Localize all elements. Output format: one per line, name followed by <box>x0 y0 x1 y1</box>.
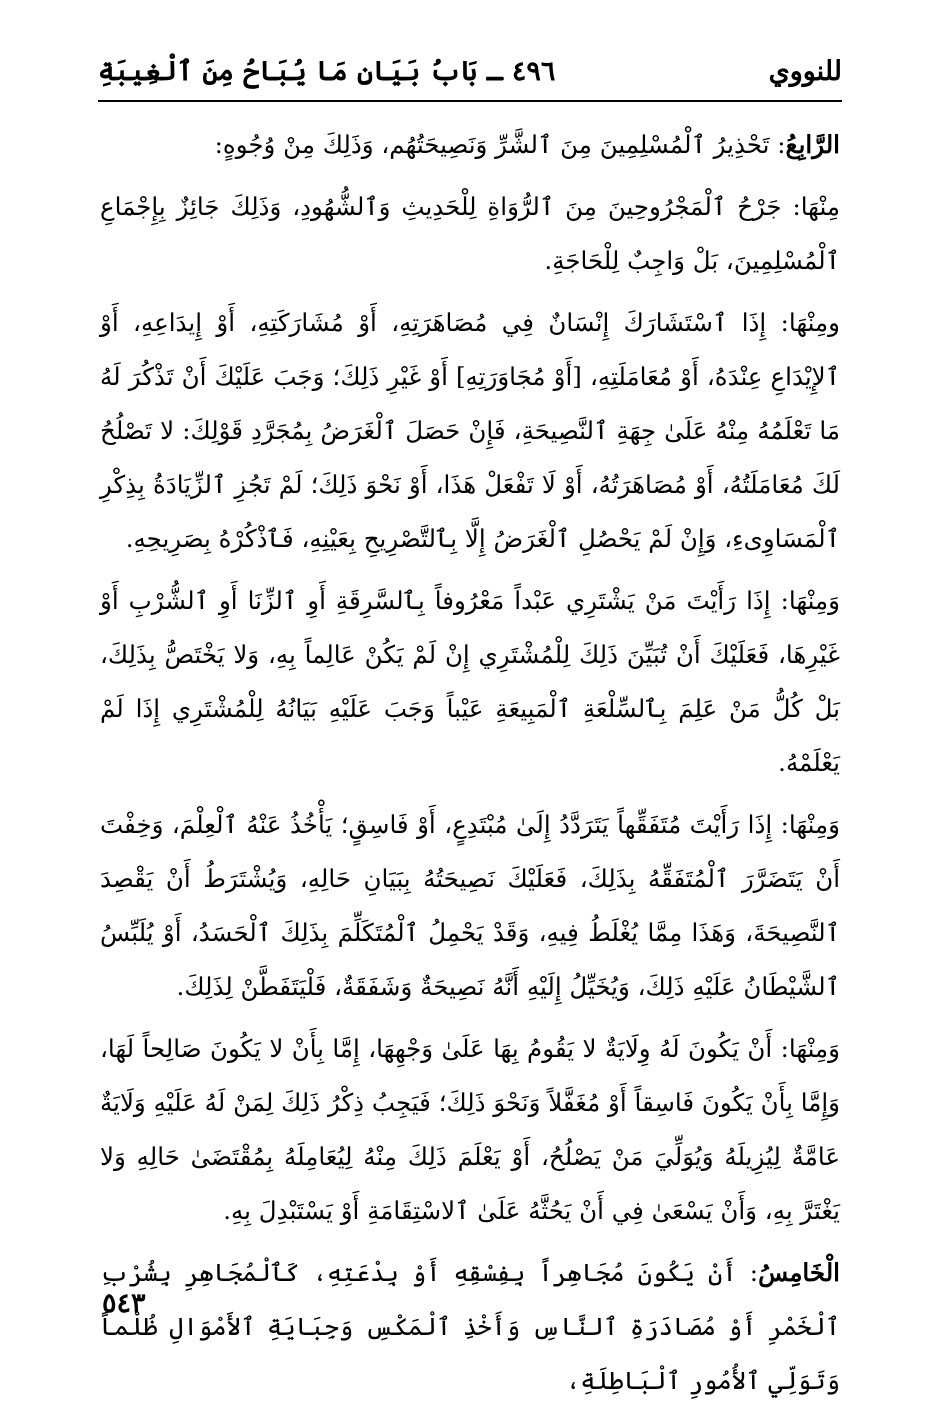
paragraph-lead: الْخَامِسُ <box>758 1258 840 1287</box>
paragraph-consultation <box>100 296 840 566</box>
header-chapter-title: ٤٩٦ ـ بَابُ بَيَانِ مَا يُبَاحُ مِنَ ٱلْغِيبَةِ <box>98 56 556 87</box>
running-header <box>98 50 842 98</box>
paragraph-fifth <box>100 1246 840 1408</box>
paragraph-lead: الرَّابِعُ <box>785 130 840 159</box>
paragraph-text: مِنْهَا: جَرْحُ ٱلْمَجْرُوحِينَ مِنَ ٱلرُّوَاةِ لِلْحَدِيثِ وَٱلشُّهُودِ، وَذَلِكَ جَائِزٌ بِإِجْمَاعِ ٱلْمُسْلِمِينَ، بَلْ وَاجِبٌ لِلْحَاجَةِ. <box>100 192 840 275</box>
paragraph-slave-purchase <box>100 574 840 790</box>
header-author: للنووي <box>768 56 842 87</box>
paragraph-authority <box>100 1022 840 1238</box>
paragraph-text: : تَحْذِيرُ ٱلْمُسْلِمِينَ مِنَ ٱلشَّرِّ وَنَصِيحَتُهُم، وَذَلِكَ مِنْ وُجُوهٍ: <box>214 130 786 159</box>
header-rule <box>98 100 842 102</box>
paragraph-text: ومِنْهَا: إِذَا ٱسْتَشَارَكَ إِنْسَانٌ فِي مُصَاهَرَتِهِ، أَوْ مُشَارَكَتِهِ، أَوْ إِيدَاعِهِ، أَوْ ٱلإِيْدَاعِ عِنْدَهُ، أَوْ مُعَامَلَتِهِ، [أَوْ مُجَاوَرَتِهِ] أَوْ غَيْرِ ذَلِكَ؛ وَجَبَ عَلَيْكَ أَنْ تَذْكُرَ لَهُ مَا تَعْلَمُهُ مِنْهُ عَلَىٰ جِهَةِ ٱلنَّصِيحَةِ، فَإِنْ حَصَلَ ٱلْغَرَضُ بِمُجَرَّدِ قَوْلِكَ: لا تَصْلُحُ لَكَ مُعَامَلَتُهُ، أَوْ مُصَاهَرَتُهُ، أَوْ لَا تَفْعَلْ هَذَا، أَوْ نَحْوَ ذَلِكَ؛ لَمْ تَجُزِ ٱلزِّيَادَةُ بِذِكْرِ ٱلْمَسَاوِىءِ، وَإِنْ لَمْ يَحْصُلِ ٱلْغَرَضُ إِلَّا بِٱلتَّصْرِيحِ بِعَيْنِهِ، فَٱذْكُرْهُ بِصَرِيحِهِ. <box>100 308 840 553</box>
paragraph-fourth <box>100 118 840 172</box>
paragraph-text: : أَنْ يَكُونَ مُجَاهِراً بِفِسْقِهِ أَوْ بِدْعَتِهِ، كَٱلْمُجَاهِرِ بِشُرْبِ ٱلْخَمْرِ أَوْ مُصَادَرَةِ ٱلنَّاسِ وَأَخْذِ ٱلْمَكْسِ وَجِبَايَةِ ٱلأَمْوَالِ ظُلْماً وَتَوَلِّي ٱلأُمُورِ ٱلْبَاطِلَةِ، <box>100 1258 840 1395</box>
paragraph-text: وَمِنْهَا: أَنْ يَكُونَ لَهُ وِلَايَةٌ لا يَقُومُ بِهَا عَلَىٰ وَجْهِهَا، إِمَّا بِأَنْ لا يَكُونَ صَالِحاً لَهَا، وَإِمَّا بِأَنْ يَكُونَ فَاسِقاً أَوْ مُغَفَّلاً وَنَحْوَ ذَلِكَ؛ فَيَجِبُ ذِكْرُ ذَلِكَ لِمَنْ لَهُ عَلَيْهِ وَلَايَةٌ عَامَّةٌ لِيُزِيلَهُ وَيُوَلِّيَ مَنْ يَصْلُحُ، أَوْ يَعْلَمَ ذَلِكَ مِنْهُ لِيُعَامِلَهُ بِمُقْتَضَىٰ حَالِهِ وَلا يَغْتَرَّ بِهِ، وَأَنْ يَسْعَىٰ فِي أَنْ يَحُثَّهُ عَلَىٰ ٱلاسْتِقَامَةِ أَوْ يَسْتَبْدِلَ بِهِ. <box>100 1034 840 1225</box>
body-text <box>100 118 840 1416</box>
paragraph-narrators <box>100 180 840 288</box>
paragraph-text: وَمِنْهَا: إِذَا رَأَيْتَ مُتَفَقِّهاً يَتَرَدَّدُ إِلَىٰ مُبْتَدِعٍ، أَوْ فَاسِقٍ؛ يَأْخُذُ عَنْهُ ٱلْعِلْمَ، وَخِفْتَ أَنْ يَتَضَرَّرَ ٱلْمُتَفَقِّهُ بِذَلِكَ، فَعَلَيْكَ نَصِيحَتُهُ بِبَيَانِ حَالِهِ، وَيُشْتَرَطُ أَنْ يَقْصِدَ ٱلنَّصِيحَةَ، وَهَذَا مِمَّا يُغْلَطُ فِيهِ، وَقَدْ يَحْمِلُ ٱلْمُتَكَلِّمَ بِذَلِكَ ٱلْحَسَدُ، أَوْ يُلَبِّسُ ٱلشَّيْطَانُ عَلَيْهِ ذَلِكَ، وَيُخَيِّلُ إِلَيْهِ أَنَّهُ نَصِيحَةٌ وَشَفَقَةٌ، فَلْيَتَفَطَّنْ لِذَلِكَ. <box>100 810 840 1001</box>
paragraph-student <box>100 798 840 1014</box>
paragraph-text: وَمِنْهَا: إِذَا رَأَيْتَ مَنْ يَشْتَرِي عَبْداً مَعْرُوفاً بِٱلسَّرِقَةِ أَوِ ٱلزِّنَا أَوِ ٱلشُّرْبِ أَوْ غَيْرِهَا، فَعَلَيْكَ أَنْ تُبَيِّنَ ذَلِكَ لِلْمُشْتَرِي إِنْ لَمْ يَكُنْ عَالِماً بِهِ، وَلا يَخْتَصُّ بِذَلِكَ، بَلْ كُلُّ مَنْ عَلِمَ بِٱلسِّلْعَةِ ٱلْمَبِيعَةِ عَيْباً وَجَبَ عَلَيْهِ بَيَانُهُ لِلْمُشْتَرِي إِذَا لَمْ يَعْلَمْهُ. <box>100 586 840 777</box>
page-number: ٥٤٣ <box>102 1288 146 1319</box>
